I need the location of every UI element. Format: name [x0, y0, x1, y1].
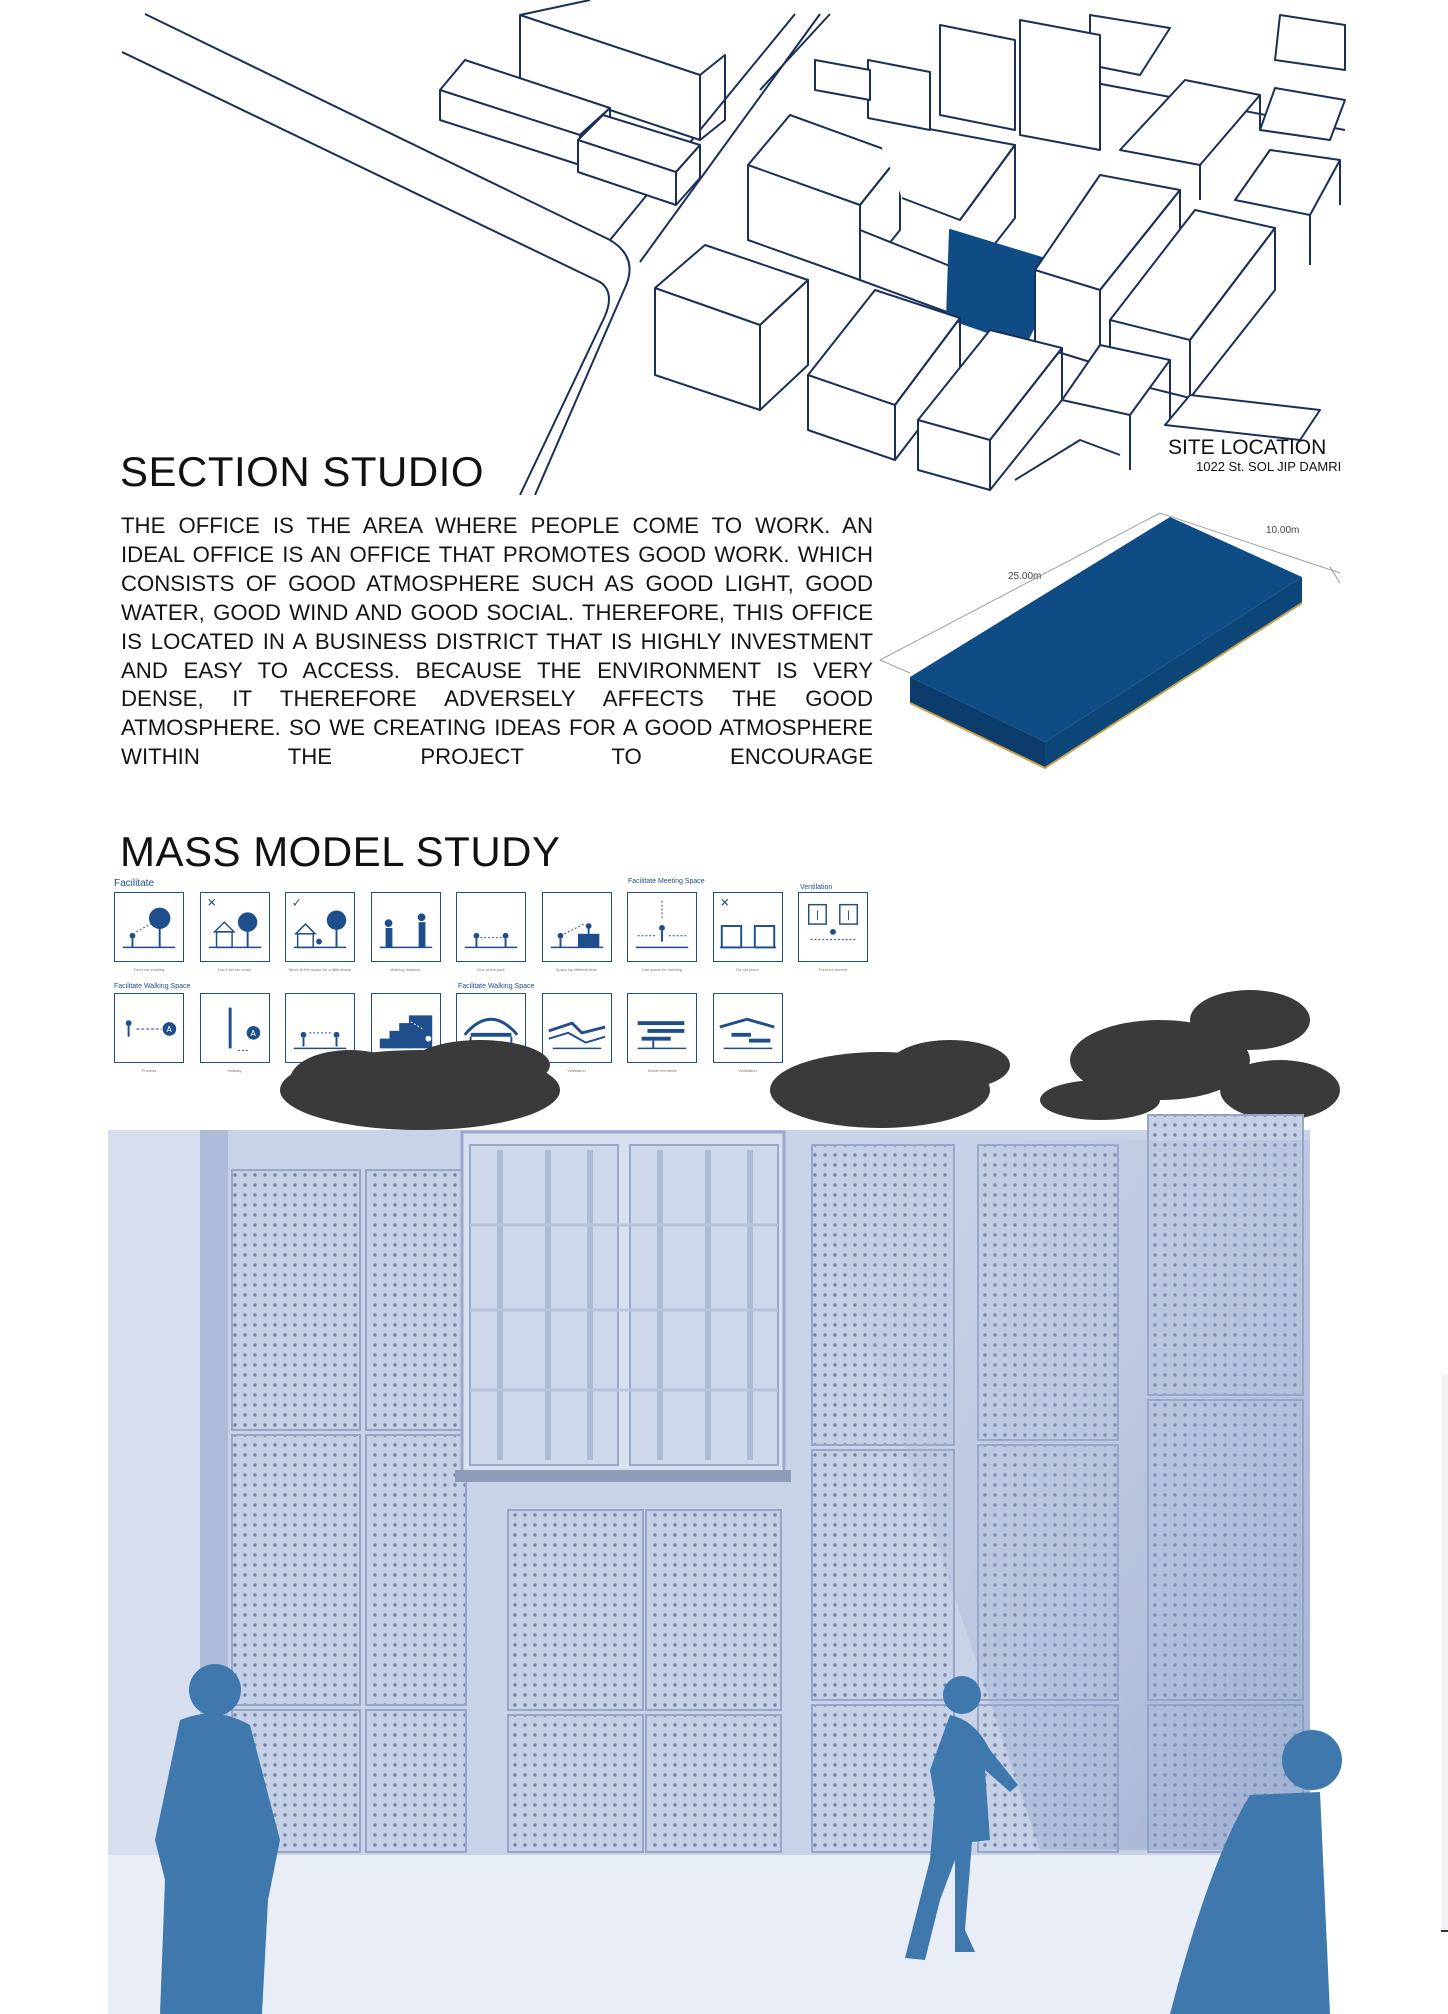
- row1-sublabel-ventilation: Ventilation: [800, 884, 833, 891]
- icon-caption: Space by different level: [555, 967, 598, 972]
- site-location-address: 1022 St. SOL JIP DAMRI: [1196, 459, 1342, 474]
- icon-caption: Shade elements: [647, 1068, 677, 1073]
- tree-shade-icon: [114, 892, 184, 962]
- row1-sublabel-meeting: Facilitate Meeting Space: [628, 878, 705, 885]
- people-line-icon: [456, 892, 526, 962]
- row2-sublabel: Facilitate Walking Space: [458, 983, 535, 990]
- slab-width-label: 10.00m: [1266, 525, 1300, 536]
- people-level-icon: [542, 892, 612, 962]
- icon-caption: Do not place: [736, 967, 759, 972]
- icon-caption: Form for breeze: [818, 967, 848, 972]
- icon-caption: Walking distance: [390, 967, 421, 972]
- icon-caption: Process: [141, 1068, 157, 1073]
- svg-text:✓: ✓: [291, 895, 302, 910]
- ventilation-arrows-icon: [798, 892, 868, 962]
- icon-caption: Ventilation: [567, 1068, 586, 1073]
- icon-caption: Line of the park: [477, 967, 505, 972]
- icon-caption: Use space for meeting: [641, 967, 683, 972]
- svg-text:✕: ✕: [206, 895, 217, 910]
- house-tree-cross-icon: [200, 892, 270, 962]
- row2-label: Facilitate Walking Space: [114, 983, 191, 990]
- shipping-container: [455, 1132, 791, 1482]
- svg-text:A: A: [250, 1028, 256, 1038]
- icon-caption: Don't cut existing: [133, 967, 165, 972]
- house-tree-check-icon: [285, 892, 355, 962]
- icon-caption: Hallway: [227, 1068, 242, 1073]
- icon-caption: Move to the space for a little shade: [288, 967, 352, 972]
- site-slab-3d: [870, 495, 1350, 785]
- site-location-title: SITE LOCATION: [1168, 436, 1327, 459]
- svg-text:✕: ✕: [719, 895, 730, 910]
- edge-mark: [1441, 1930, 1448, 1932]
- icon-caption: Ventilation: [738, 1068, 757, 1073]
- slab-length-label: 25.00m: [1008, 571, 1042, 582]
- people-distance-icon: [371, 892, 441, 962]
- svg-text:A: A: [166, 1024, 172, 1034]
- blocks-cross-icon: [713, 892, 783, 962]
- site-plan-drawing: [0, 0, 1448, 495]
- tree-silhouettes: [280, 990, 1340, 1130]
- mass-model-title: MASS MODEL STUDY: [120, 828, 561, 875]
- row1-label: Facilitate: [114, 878, 155, 889]
- right-edge-strip: [1442, 1375, 1448, 1930]
- meeting-arrows-icon: [627, 892, 697, 962]
- intro-paragraph: THE OFFICE IS THE AREA WHERE PEOPLE COME TO WORK. AN IDEAL OFFICE IS AN OFFICE THAT PROMOTES GOOD WORK. WHICH CONSISTS OF GOOD ATMOSPHERE SUCH AS GOOD LIGHT, GOOD WATER, GOOD WIND AND GOOD SOCIAL. THEREFORE, THIS OFFICE IS LOCATED IN A BUSINESS DISTRICT THAT IS HIGHLY INVESTMENT AND EASY TO ACCESS. BECAUSE THE ENVIRONMENT IS VERY DENSE, IT THEREFORE ADVERSELY AFFECTS THE GOOD ATMOSPHERE. SO WE CREATING IDEAS FOR A GOOD ATMOSPHERE WITHIN THE PROJECT TO ENCOURAGE: [121, 513, 873, 770]
- section-studio-title: SECTION STUDIO: [120, 448, 485, 495]
- icon-caption: Don't set too close: [218, 967, 251, 972]
- facade-render: [0, 980, 1448, 2014]
